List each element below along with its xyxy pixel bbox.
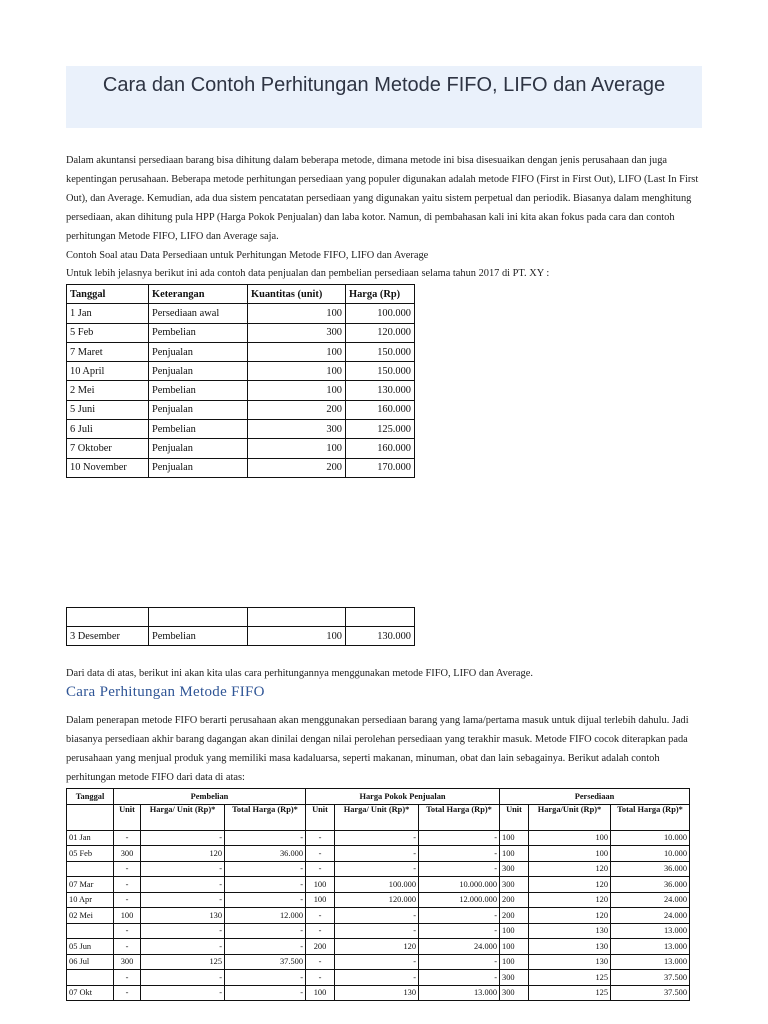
cell: 100: [248, 362, 346, 381]
col-kuantitas: Kuantitas (unit): [248, 285, 346, 304]
sub-unit: Unit: [306, 804, 335, 830]
cell: 120: [529, 877, 611, 893]
group-tanggal: Tanggal: [67, 789, 114, 805]
cell: 200: [500, 908, 529, 924]
cell: -: [114, 970, 141, 986]
cell: 100.000: [346, 304, 415, 323]
cell: 01 Jan: [67, 830, 114, 846]
table-row: [67, 400, 415, 419]
cell: 100: [529, 830, 611, 846]
cell: [248, 608, 346, 627]
cell: 13.000: [611, 954, 690, 970]
cell: 125: [529, 985, 611, 1001]
cell: 125: [141, 954, 225, 970]
cell: -: [225, 939, 306, 955]
cell: 07 Mar: [67, 877, 114, 893]
table-row: [67, 381, 415, 400]
cell: Penjualan: [149, 362, 248, 381]
cell: [67, 970, 114, 986]
cell: 24.000: [611, 892, 690, 908]
table-row: [67, 892, 690, 908]
cell: 300: [248, 420, 346, 439]
cell: -: [225, 877, 306, 893]
table-row: [67, 342, 415, 361]
col-harga: Harga (Rp): [346, 285, 415, 304]
cell: 200: [248, 458, 346, 477]
transactions-table: [66, 284, 415, 478]
cell: 120: [529, 892, 611, 908]
cell: 07 Okt: [67, 985, 114, 1001]
transition-text: Dari data di atas, berikut ini akan kita ulas cara perhitungannya menggunakan metode FIFO, LIFO dan Average.: [66, 668, 533, 679]
cell: 37.500: [225, 954, 306, 970]
cell: Pembelian: [149, 627, 248, 646]
table-row: [67, 846, 690, 862]
cell: -: [419, 970, 500, 986]
transactions-table-continued: [66, 607, 415, 646]
sub-harga-unit: Harga/ Unit (Rp)*: [141, 804, 225, 830]
cell: 7 Maret: [67, 342, 149, 361]
cell: -: [225, 985, 306, 1001]
sub-harga-unit: Harga/ Unit (Rp)*: [335, 804, 419, 830]
cell: 10.000.000: [419, 877, 500, 893]
cell: -: [306, 861, 335, 877]
cell: Pembelian: [149, 323, 248, 342]
table-row: [67, 420, 415, 439]
cell: 130: [335, 985, 419, 1001]
cell: 300: [500, 985, 529, 1001]
cell: 130.000: [346, 627, 415, 646]
data-caption: Contoh Soal atau Data Persediaan untuk Perhitungan Metode FIFO, LIFO dan Average: [66, 250, 429, 261]
cell: 300: [500, 970, 529, 986]
cell: -: [141, 939, 225, 955]
cell: 150.000: [346, 342, 415, 361]
cell: 12.000.000: [419, 892, 500, 908]
cell: 100: [248, 304, 346, 323]
cell: -: [141, 861, 225, 877]
cell: 3 Desember: [67, 627, 149, 646]
cell: 36.000: [611, 861, 690, 877]
cell: -: [419, 908, 500, 924]
cell: 120: [529, 908, 611, 924]
table-row: [67, 939, 690, 955]
cell: -: [419, 861, 500, 877]
cell: Pembelian: [149, 381, 248, 400]
cell: 12.000: [225, 908, 306, 924]
cell: 10 Apr: [67, 892, 114, 908]
sub-unit: Unit: [500, 804, 529, 830]
cell: 100: [500, 954, 529, 970]
table-row: [67, 439, 415, 458]
cell: 36.000: [611, 877, 690, 893]
cell: 2 Mei: [67, 381, 149, 400]
cell: 100: [248, 342, 346, 361]
cell: 130: [529, 923, 611, 939]
cell: Penjualan: [149, 342, 248, 361]
cell: 130: [529, 939, 611, 955]
cell: -: [335, 970, 419, 986]
cell: 120: [529, 861, 611, 877]
cell: 5 Feb: [67, 323, 149, 342]
cell: 100: [248, 381, 346, 400]
cell: 10.000: [611, 846, 690, 862]
cell: -: [225, 830, 306, 846]
cell: -: [114, 861, 141, 877]
cell: 100: [306, 985, 335, 1001]
cell: 10 April: [67, 362, 149, 381]
cell: [149, 608, 248, 627]
cell: -: [114, 939, 141, 955]
cell: 37.500: [611, 985, 690, 1001]
cell: 6 Juli: [67, 420, 149, 439]
cell: 100: [248, 627, 346, 646]
cell: 100.000: [335, 877, 419, 893]
cell: 06 Jul: [67, 954, 114, 970]
cell: 160.000: [346, 439, 415, 458]
cell: -: [335, 830, 419, 846]
cell: -: [141, 830, 225, 846]
table-row: [67, 954, 690, 970]
cell: 150.000: [346, 362, 415, 381]
cell: -: [114, 985, 141, 1001]
col-tanggal: Tanggal: [67, 285, 149, 304]
cell: -: [225, 923, 306, 939]
table-header-row: [67, 285, 415, 304]
sub-unit: Unit: [114, 804, 141, 830]
table-row: [67, 861, 690, 877]
table-row: [67, 985, 690, 1001]
intro-paragraph: Dalam akuntansi persediaan barang bisa dihitung dalam beberapa metode, dimana metode ini bisa disesuaikan dengan jenis perusahaan dan juga kepentingan perusahaan. Beberapa metode perhitungan persediaan yang populer digunakan adalah metode FIFO (First in First Out), LIFO (Last In First Out), dan Average. Kemudian, ada dua sistem pencatatan persediaan yang digunakan yaitu sistem perpetual dan periodik. Biasanya dalam menghitung persediaan, akan dihitung pula HPP (Harga Pokok Penjualan) dan laba kotor. Namun, di pembahasan kali ini kita akan fokus pada cara dan contoh perhitungan Metode FIFO, LIFO dan Average saja.: [66, 155, 699, 242]
cell: 120.000: [346, 323, 415, 342]
cell: Persediaan awal: [149, 304, 248, 323]
sub-total: Total Harga (Rp)*: [225, 804, 306, 830]
cell: 125: [529, 970, 611, 986]
cell: [67, 804, 114, 830]
cell: -: [306, 923, 335, 939]
cell: 02 Mei: [67, 908, 114, 924]
table-row: [67, 923, 690, 939]
page-title: Cara dan Contoh Perhitungan Metode FIFO, LIFO dan Average: [102, 74, 666, 96]
cell: 170.000: [346, 458, 415, 477]
cell: -: [114, 877, 141, 893]
cell: -: [225, 970, 306, 986]
cell: 200: [500, 892, 529, 908]
title-box: [66, 66, 702, 128]
cell: -: [335, 908, 419, 924]
cell: 100: [529, 846, 611, 862]
cell: -: [419, 954, 500, 970]
cell: 300: [248, 323, 346, 342]
cell: 100: [500, 923, 529, 939]
cell: 130.000: [346, 381, 415, 400]
cell: -: [306, 830, 335, 846]
table-row: [67, 304, 415, 323]
cell: 1 Jan: [67, 304, 149, 323]
cell: 05 Feb: [67, 846, 114, 862]
cell: Penjualan: [149, 400, 248, 419]
cell: [67, 608, 149, 627]
cell: 130: [141, 908, 225, 924]
cell: -: [335, 923, 419, 939]
cell: -: [419, 846, 500, 862]
cell: 100: [114, 908, 141, 924]
group-pembelian: Pembelian: [114, 789, 306, 805]
cell: 5 Juni: [67, 400, 149, 419]
cell: 100: [500, 830, 529, 846]
fifo-paragraph: Dalam penerapan metode FIFO berarti perusahaan akan menggunakan persediaan barang yang lama/pertama masuk untuk dijual terlebih dahulu. Jadi biasanya persediaan akhir barang dagangan akan dinilai dengan nilai perolehan persediaan yang terakhir masuk. Metode FIFO cocok diterapkan pada perusahaan yang menjual produk yang memiliki masa kadaluarsa, seperti makanan, minuman, obat dan lain sebagainya. Berikut adalah contoh perhitungan metode FIFO dari data di atas:: [66, 715, 689, 783]
table-row: [67, 908, 690, 924]
cell: 13.000: [611, 923, 690, 939]
cell: -: [141, 985, 225, 1001]
cell: 130: [529, 954, 611, 970]
cell: -: [141, 892, 225, 908]
table-row: [67, 458, 415, 477]
cell: -: [419, 830, 500, 846]
cell: 05 Jun: [67, 939, 114, 955]
cell: 300: [500, 877, 529, 893]
group-hpp: Harga Pokok Penjualan: [306, 789, 500, 805]
group-persediaan: Persediaan: [500, 789, 690, 805]
cell: [67, 861, 114, 877]
cell: -: [306, 846, 335, 862]
col-keterangan: Keterangan: [149, 285, 248, 304]
sub-header-row: [67, 804, 690, 830]
cell: -: [114, 923, 141, 939]
cell: Penjualan: [149, 439, 248, 458]
cell: 100: [500, 846, 529, 862]
cell: -: [306, 908, 335, 924]
cell: -: [335, 846, 419, 862]
cell: 160.000: [346, 400, 415, 419]
cell: [346, 608, 415, 627]
group-header-row: [67, 789, 690, 805]
cell: 100: [500, 939, 529, 955]
sub-total: Total Harga (Rp)*: [419, 804, 500, 830]
cell: -: [335, 954, 419, 970]
cell: 120: [335, 939, 419, 955]
table-row: [67, 877, 690, 893]
cell: 120: [141, 846, 225, 862]
cell: -: [141, 877, 225, 893]
cell: 300: [500, 861, 529, 877]
table-row: [67, 830, 690, 846]
cell: Pembelian: [149, 420, 248, 439]
table-row-empty: [67, 608, 415, 627]
cell: 100: [248, 439, 346, 458]
cell: 10.000: [611, 830, 690, 846]
cell: 13.000: [419, 985, 500, 1001]
data-intro: Untuk lebih jelasnya berikut ini ada contoh data penjualan dan pembelian persediaan selama tahun 2017 di PT. XY :: [66, 268, 550, 279]
cell: -: [306, 970, 335, 986]
cell: 200: [306, 939, 335, 955]
cell: -: [225, 892, 306, 908]
table-row: [67, 323, 415, 342]
cell: [67, 923, 114, 939]
cell: -: [419, 923, 500, 939]
fifo-heading: Cara Perhitungan Metode FIFO: [66, 684, 265, 700]
cell: 300: [114, 846, 141, 862]
cell: 24.000: [419, 939, 500, 955]
cell: 37.500: [611, 970, 690, 986]
cell: -: [141, 923, 225, 939]
fifo-table: [66, 788, 690, 1001]
cell: 36.000: [225, 846, 306, 862]
cell: -: [306, 954, 335, 970]
cell: -: [141, 970, 225, 986]
cell: 125.000: [346, 420, 415, 439]
cell: 13.000: [611, 939, 690, 955]
sub-total: Total Harga (Rp)*: [611, 804, 690, 830]
cell: 200: [248, 400, 346, 419]
sub-harga-unit: Harga/Unit (Rp)*: [529, 804, 611, 830]
table-row: [67, 627, 415, 646]
cell: -: [335, 861, 419, 877]
cell: 24.000: [611, 908, 690, 924]
cell: 10 November: [67, 458, 149, 477]
cell: 100: [306, 877, 335, 893]
cell: Penjualan: [149, 458, 248, 477]
cell: 100: [306, 892, 335, 908]
cell: 7 Oktober: [67, 439, 149, 458]
cell: -: [225, 861, 306, 877]
table-row: [67, 970, 690, 986]
cell: 120.000: [335, 892, 419, 908]
cell: 300: [114, 954, 141, 970]
cell: -: [114, 830, 141, 846]
table-row: [67, 362, 415, 381]
cell: -: [114, 892, 141, 908]
